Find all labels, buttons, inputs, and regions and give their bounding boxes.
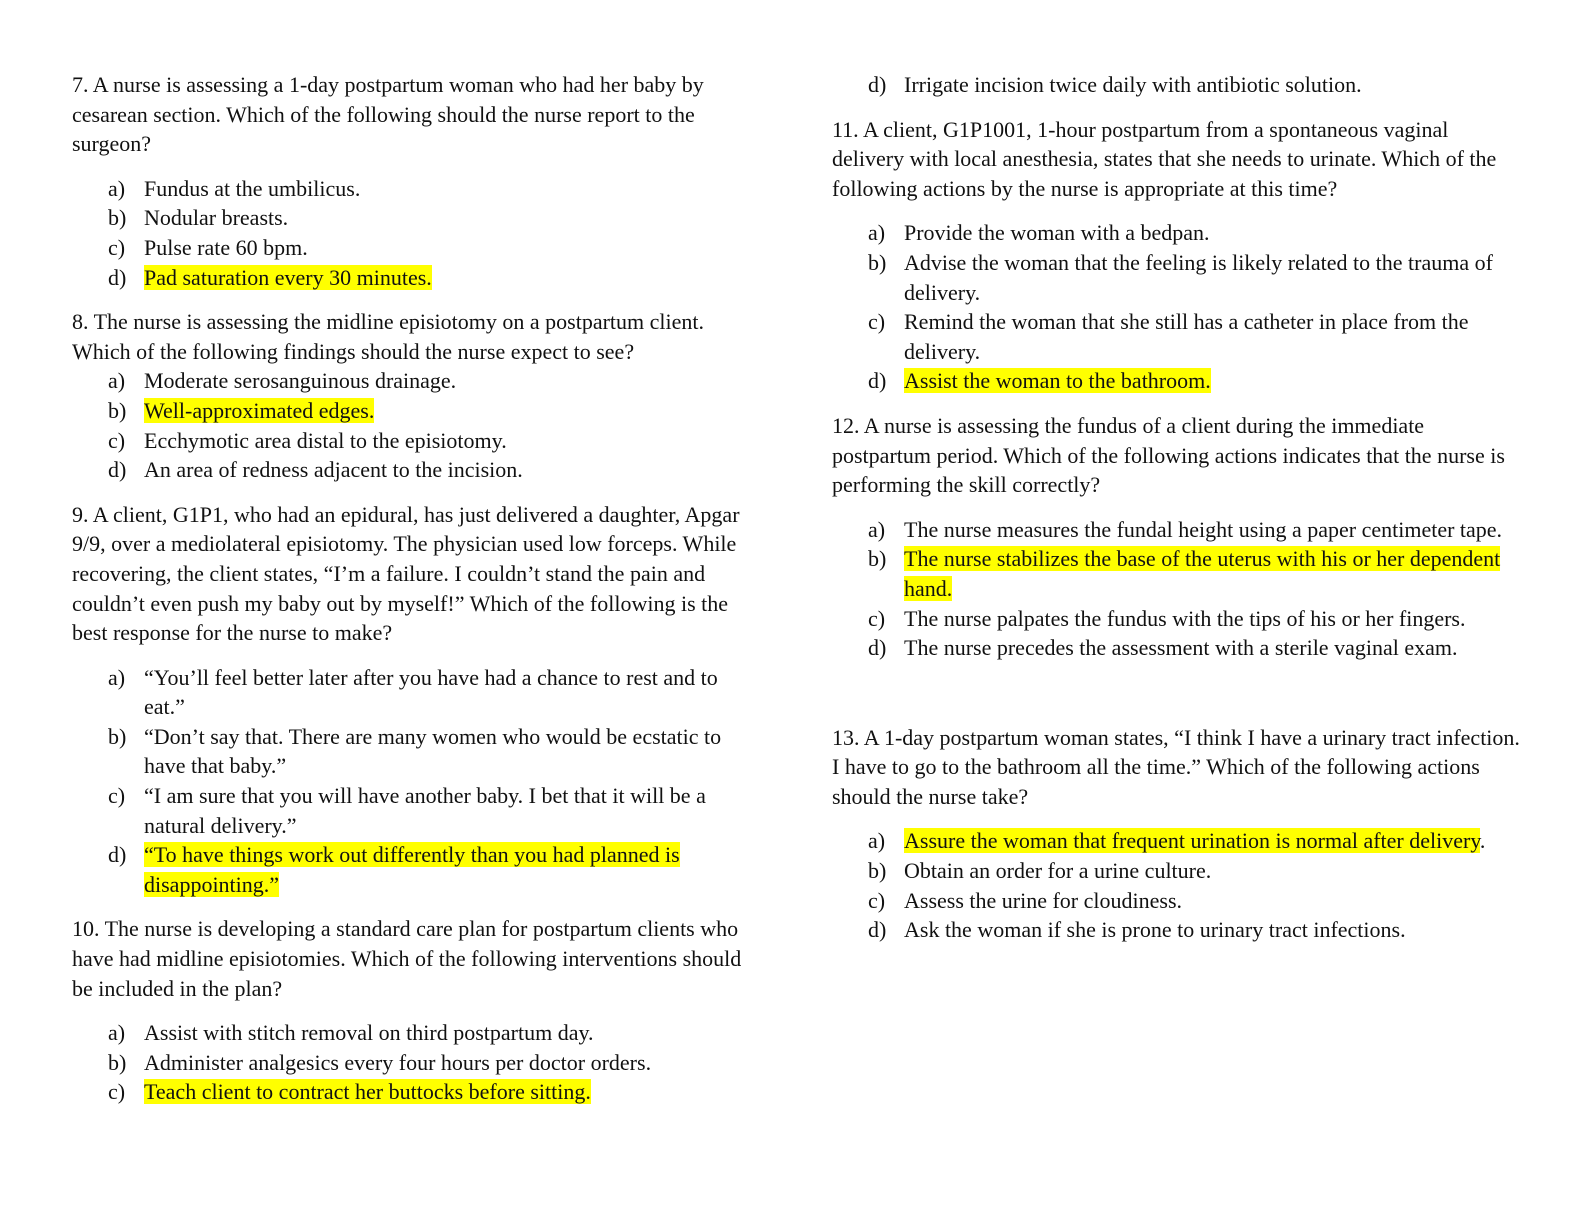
question-q10-cont: [832, 70, 1522, 100]
option-letter: c): [108, 234, 126, 260]
option-text-segment: Assist with stitch removal on third postpartum day.: [144, 1020, 594, 1046]
option-text: [904, 826, 1522, 856]
answer-option: [108, 840, 756, 899]
option-text-segment: Irrigate incision twice daily with antibiotic solution.: [904, 72, 1362, 97]
option-text: [144, 1077, 756, 1107]
answer-option: [868, 307, 1522, 366]
option-text-segment: “Don’t say that. There are many women who would be ecstatic to have that baby.”: [144, 723, 722, 779]
answer-option: [868, 366, 1522, 396]
answer-option: [108, 366, 756, 396]
answer-option: [108, 1018, 756, 1048]
answer-options: [832, 826, 1522, 944]
option-letter: a): [868, 516, 886, 542]
option-letter: d): [868, 368, 887, 394]
option-text: [904, 604, 1522, 634]
option-text-segment: The nurse palpates the fundus with the tips of his or her fingers.: [904, 605, 1466, 631]
question-q11: [832, 115, 1522, 396]
option-text: [144, 366, 756, 396]
answer-options: [72, 366, 756, 484]
option-letter: c): [108, 783, 126, 809]
option-text: [144, 781, 756, 840]
option-text-segment: The nurse measures the fundal height using a paper centimeter tape.: [904, 516, 1503, 542]
option-text: [904, 307, 1522, 366]
answer-option: [868, 856, 1522, 886]
question-stem: 7. A nurse is assessing a 1-day postpartum woman who had her baby by cesarean section. Which of the following should the nurse report to the surgeon?: [72, 72, 704, 157]
option-text: [904, 218, 1522, 248]
answer-option: [108, 203, 756, 233]
option-text-segment: Ask the woman if she is prone to urinary tract infections.: [904, 917, 1406, 943]
highlighted-answer: “To have things work out differently than you had planned is disappointing.”: [144, 842, 680, 897]
option-text-segment: .: [1479, 828, 1486, 854]
answer-option: [108, 1077, 756, 1107]
right-column: [832, 70, 1522, 960]
option-text: [904, 515, 1522, 545]
answer-option: [108, 455, 756, 485]
question-q7: [72, 70, 756, 292]
option-letter: b): [868, 546, 887, 572]
option-text-segment: Fundus at the umbilicus.: [144, 175, 361, 201]
question-stem: 8. The nurse is assessing the midline episiotomy on a postpartum client. Which of the following findings should the nurse expect to see?: [72, 309, 705, 364]
highlighted-answer: The nurse stabilizes the base of the uterus with his or her dependent hand.: [904, 546, 1501, 601]
answer-option: [108, 781, 756, 840]
option-text-segment: “I am sure that you will have another baby. I bet that it will be a natural delivery.”: [144, 783, 706, 838]
option-text-segment: Obtain an order for a urine culture.: [904, 858, 1212, 884]
option-letter: d): [868, 72, 887, 97]
option-text: [904, 248, 1522, 307]
option-text: [904, 915, 1522, 945]
answer-option: [868, 544, 1522, 603]
answer-options: [72, 174, 756, 292]
question-stem: 12. A nurse is assessing the fundus of a client during the immediate postpartum period. Which of the following actions indicates that the nurse is performing the skill correctly?: [832, 412, 1505, 498]
option-text-segment: Advise the woman that the feeling is likely related to the trauma of delivery.: [904, 249, 1493, 305]
question-stem: 9. A client, G1P1, who had an epidural, has just delivered a daughter, Apgar 9/9, over a mediolateral episiotomy. The physician used low forceps. While recovering, the client states, “I’m a failure. I couldn’t stand the pain and couldn’t even push my baby out by myself!” Which of the following is the best response for the nurse to make?: [72, 501, 740, 646]
option-letter: a): [108, 175, 126, 201]
option-text: [144, 263, 756, 293]
option-text: [144, 455, 756, 485]
answer-options: [72, 663, 756, 900]
option-text: [144, 233, 756, 263]
option-text: [904, 70, 1522, 100]
option-text: [144, 396, 756, 426]
answer-option: [108, 263, 756, 293]
option-text-segment: Remind the woman that she still has a catheter in place from the delivery.: [904, 309, 1469, 364]
option-text-segment: “You’ll feel better later after you have had a chance to rest and to eat.”: [144, 664, 718, 720]
option-letter: c): [108, 427, 126, 453]
highlighted-answer: Assist the woman to the bathroom.: [904, 368, 1211, 394]
answer-option: [108, 663, 756, 722]
option-letter: d): [868, 917, 887, 943]
option-text-segment: Administer analgesics every four hours per doctor orders.: [144, 1049, 652, 1075]
option-letter: c): [868, 309, 886, 335]
highlighted-answer: Pad saturation every 30 minutes.: [144, 264, 432, 290]
answer-option: [868, 604, 1522, 634]
option-text: [144, 174, 756, 204]
answer-option: [868, 826, 1522, 856]
option-letter: b): [108, 205, 127, 231]
left-column: [72, 70, 756, 1122]
answer-option: [108, 396, 756, 426]
option-text-segment: Pulse rate 60 bpm.: [144, 234, 308, 260]
answer-options: [832, 70, 1522, 100]
option-letter: a): [868, 828, 886, 854]
option-letter: c): [108, 1079, 126, 1105]
option-letter: a): [108, 368, 126, 394]
option-text: [144, 722, 756, 781]
option-text-segment: Nodular breasts.: [144, 205, 289, 231]
option-text: [144, 1018, 756, 1048]
answer-option: [108, 1048, 756, 1078]
option-letter: d): [108, 264, 127, 290]
answer-option: [108, 233, 756, 263]
option-text: [904, 366, 1522, 396]
option-letter: d): [868, 635, 887, 661]
answer-options: [832, 218, 1522, 396]
option-letter: c): [868, 887, 886, 913]
question-q8: [72, 307, 756, 485]
option-letter: b): [868, 249, 887, 275]
answer-option: [868, 248, 1522, 307]
option-letter: a): [108, 1020, 126, 1046]
option-text: [144, 663, 756, 722]
option-text-segment: Assess the urine for cloudiness.: [904, 887, 1183, 913]
answer-option: [868, 70, 1522, 100]
question-stem: 11. A client, G1P1001, 1-hour postpartum from a spontaneous vaginal delivery with local anesthesia, states that she needs to urinate. Which of the following actions by the nurse is appropriate at this time?: [832, 116, 1497, 201]
option-letter: c): [868, 605, 886, 631]
option-text: [144, 203, 756, 233]
answer-option: [868, 633, 1522, 663]
highlighted-answer: Well-approximated edges.: [144, 397, 375, 423]
option-text: [904, 633, 1522, 663]
option-text: [904, 544, 1522, 603]
question-stem: 10. The nurse is developing a standard care plan for postpartum clients who have had midline episiotomies. Which of the following interventions should be included in the plan?: [72, 916, 742, 1001]
option-text: [904, 856, 1522, 886]
option-text: [144, 840, 756, 899]
answer-option: [868, 886, 1522, 916]
question-q10: [72, 914, 756, 1107]
option-letter: d): [108, 457, 127, 483]
highlighted-answer: Teach client to contract her buttocks before sitting.: [144, 1079, 591, 1105]
answer-option: [108, 426, 756, 456]
option-letter: b): [108, 723, 127, 749]
option-letter: a): [108, 664, 126, 690]
answer-option: [108, 174, 756, 204]
answer-options: [832, 515, 1522, 663]
option-text-segment: Provide the woman with a bedpan.: [904, 220, 1210, 246]
highlighted-answer: Assure the woman that frequent urination is normal after delivery: [904, 828, 1480, 854]
option-letter: b): [108, 397, 127, 423]
option-text-segment: An area of redness adjacent to the incision.: [144, 457, 523, 483]
question-q13: [832, 723, 1522, 945]
question-q12: [832, 411, 1522, 663]
option-text-segment: Moderate serosanguinous drainage.: [144, 368, 457, 394]
option-text-segment: The nurse precedes the assessment with a sterile vaginal exam.: [904, 635, 1458, 661]
option-text-segment: Ecchymotic area distal to the episiotomy.: [144, 427, 507, 453]
answer-option: [108, 722, 756, 781]
answer-option: [868, 515, 1522, 545]
question-stem: 13. A 1-day postpartum woman states, “I think I have a urinary tract infection. I have to go to the bathroom all the time.” Which of the following actions should the nurse take?: [832, 724, 1520, 809]
option-letter: d): [108, 842, 127, 868]
option-letter: b): [868, 858, 887, 884]
option-text: [144, 426, 756, 456]
option-letter: a): [868, 220, 886, 246]
answer-option: [868, 218, 1522, 248]
option-letter: b): [108, 1049, 127, 1075]
question-q9: [72, 500, 756, 900]
option-text: [904, 886, 1522, 916]
option-text: [144, 1048, 756, 1078]
answer-option: [868, 915, 1522, 945]
answer-options: [72, 1018, 756, 1107]
